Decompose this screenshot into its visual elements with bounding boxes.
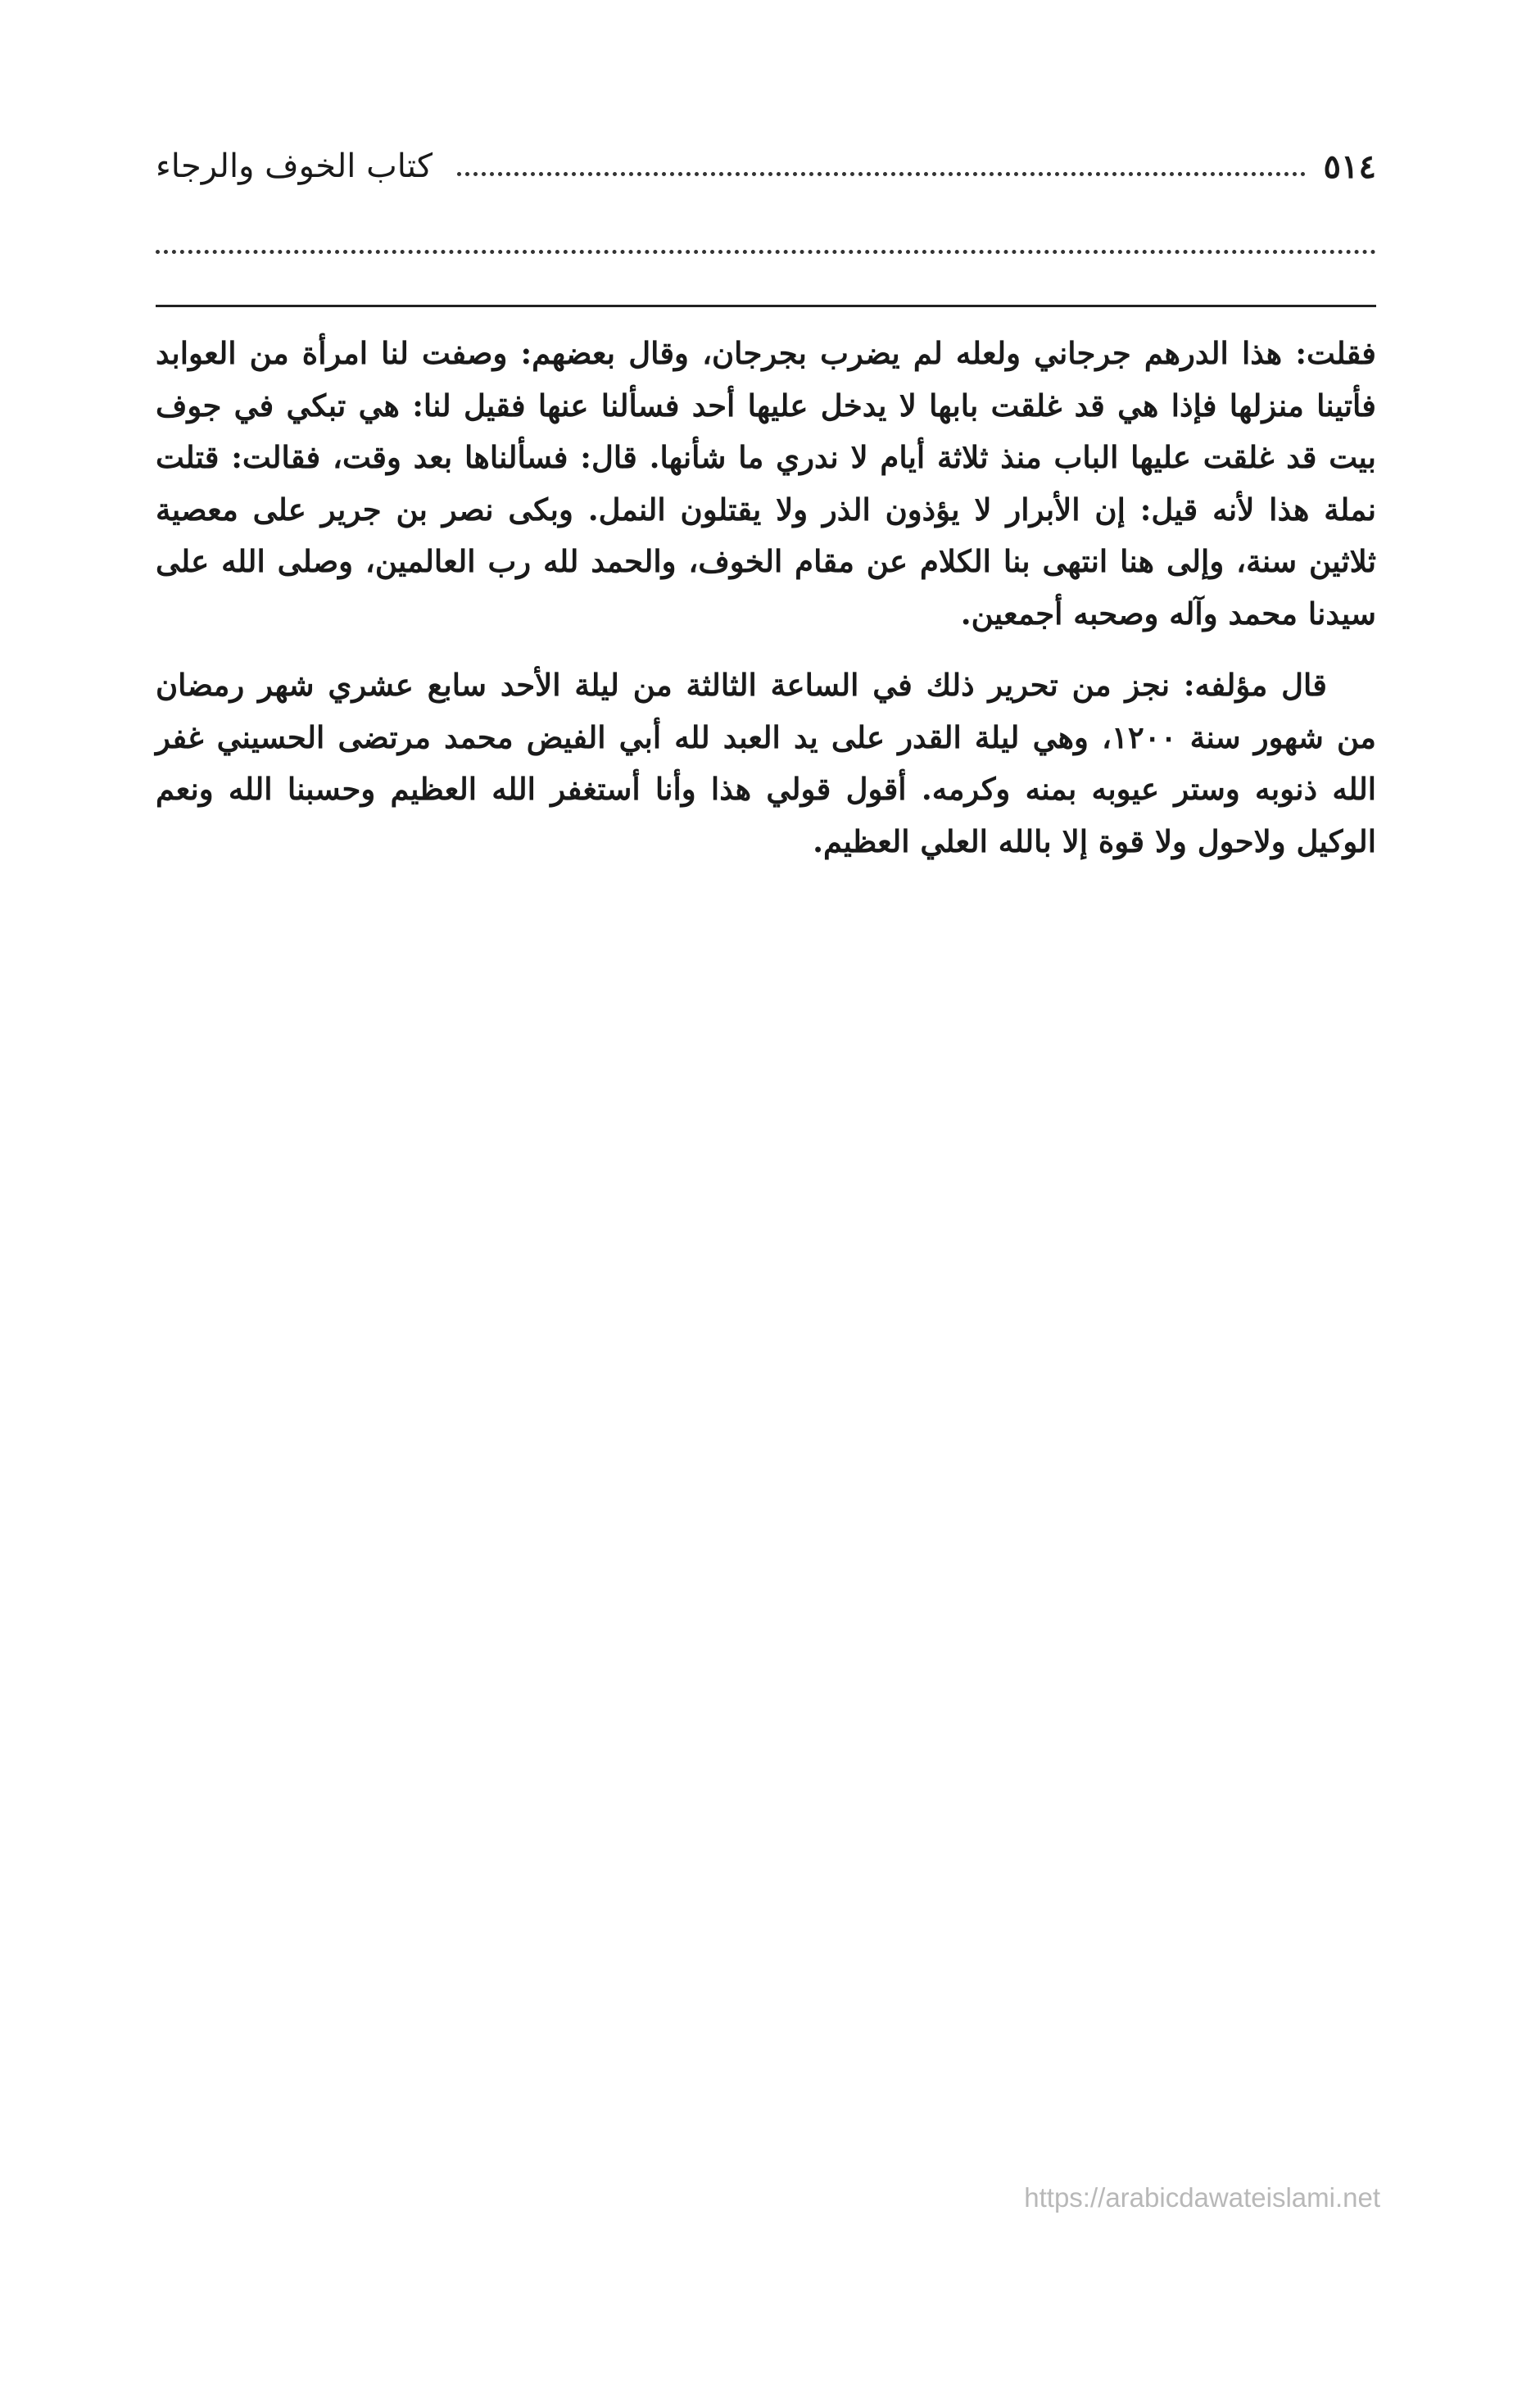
paragraph-2: قال مؤلفه: نجز من تحرير ذلك في الساعة الثالثة من ليلة الأحد سابع عشري شهر رمضان من شهور سنة ١٢٠٠، وهي ليلة القدر على يد العبد لله أبي الفيض محمد مرتضى الحسيني غفر الله ذنوبه وستر عيوبه بمنه وكرمه. أقول قولي هذا وأنا أستغفر الله العظيم وحسبنا الله ونعم الوكيل ولاحول ولا قوة إلا بالله العلي العظيم. <box>156 667 1376 859</box>
page-number: ٥١٤ <box>1323 147 1376 186</box>
dotted-separator <box>156 250 1376 254</box>
running-header <box>156 138 1376 195</box>
paragraph-1: فقلت: هذا الدرهم جرجاني ولعله لم يضرب بجرجان، وقال بعضهم: وصفت لنا امرأة من العوابد فأتينا منزلها فإذا هي قد غلقت بابها لا يدخل عليها أحد فسألنا عنها فقيل لنا: هي تبكي في جوف بيت قد غلقت عليها الباب منذ ثلاثة أيام لا ندري ما شأنها. قال: فسألناها بعد وقت، فقالت: قتلت نملة هذا لأنه قيل: إن الأبرار لا يؤذون الذر ولا يقتلون النمل. وبكى نصر بن جرير على معصية ثلاثين سنة، وإلى هنا انتهى بنا الكلام عن مقام الخوف، والحمد لله رب العالمين، وصلى الله على سيدنا محمد وآله وصحبه أجمعين. <box>156 335 1376 632</box>
watermark-url: https://arabicdawateislami.net <box>1024 2182 1380 2213</box>
header-dotted-leader <box>457 172 1306 176</box>
book-title: كتاب الخوف والرجاء <box>156 147 433 185</box>
body-text <box>156 328 1376 868</box>
horizontal-rule <box>156 305 1376 307</box>
